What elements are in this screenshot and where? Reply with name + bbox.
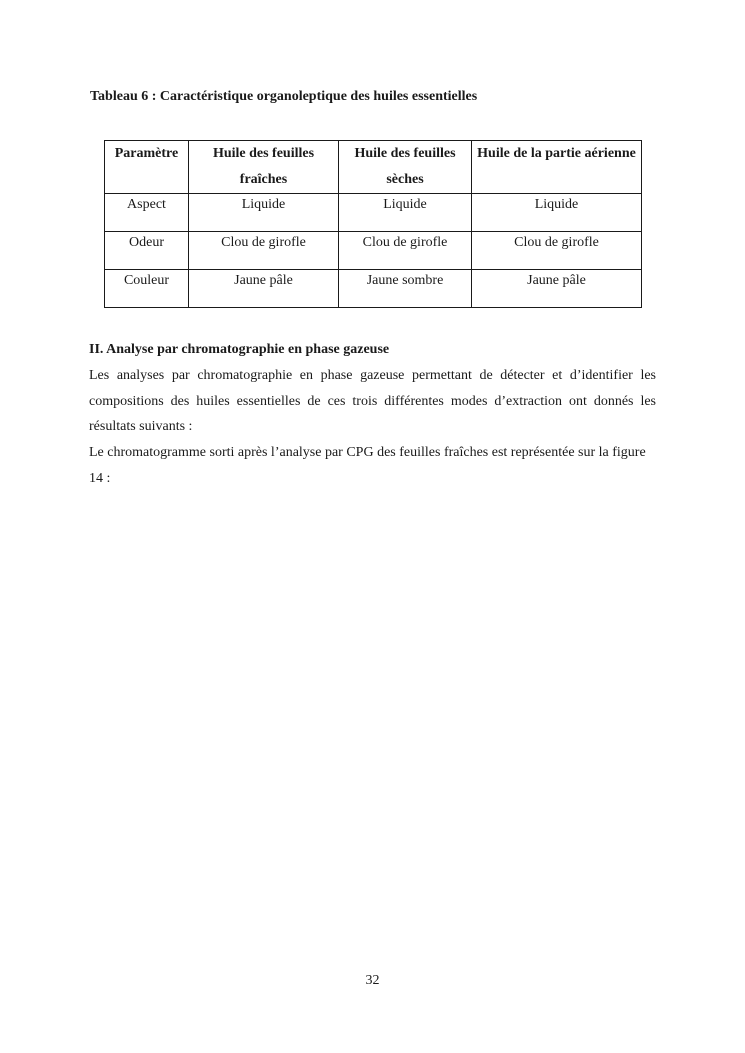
section-paragraph: Le chromatogramme sorti après l’analyse par CPG des feuilles fraîches est représentée sur la figure 14 : xyxy=(89,445,646,486)
table-header-row xyxy=(105,141,642,194)
table-cell: Liquide xyxy=(189,194,339,232)
table-row xyxy=(105,194,642,232)
table-cell: Clou de girofle xyxy=(339,232,472,270)
table-cell: Clou de girofle xyxy=(472,232,642,270)
table-cell: Jaune sombre xyxy=(339,270,472,308)
table-row xyxy=(105,270,642,308)
header-cell: Huile des feuilles fraîches xyxy=(189,141,339,194)
table-cell: Odeur xyxy=(105,232,189,270)
table-cell: Clou de girofle xyxy=(189,232,339,270)
organoleptic-table xyxy=(104,140,642,308)
table-row xyxy=(105,232,642,270)
table-cell: Liquide xyxy=(339,194,472,232)
section-title: II. Analyse par chromatographie en phase gazeuse xyxy=(89,342,390,357)
table-cell: Aspect xyxy=(105,194,189,232)
header-cell: Huile de la partie aérienne xyxy=(472,141,642,194)
table-cell: Couleur xyxy=(105,270,189,308)
header-cell: Huile des feuilles sèches xyxy=(339,141,472,194)
table-cell: Liquide xyxy=(472,194,642,232)
page-number: 32 xyxy=(365,973,380,988)
header-cell: Paramètre xyxy=(105,141,189,194)
table-caption: Tableau 6 : Caractéristique organoleptique des huiles essentielles xyxy=(90,89,478,104)
table-cell: Jaune pâle xyxy=(189,270,339,308)
table-cell: Jaune pâle xyxy=(472,270,642,308)
section-paragraph: Les analyses par chromatographie en phase gazeuse permettant de détecter et d’identifier les compositions des huiles essentielles de ces trois différentes modes d’extraction ont donnés les résultats suivants : xyxy=(89,368,656,434)
